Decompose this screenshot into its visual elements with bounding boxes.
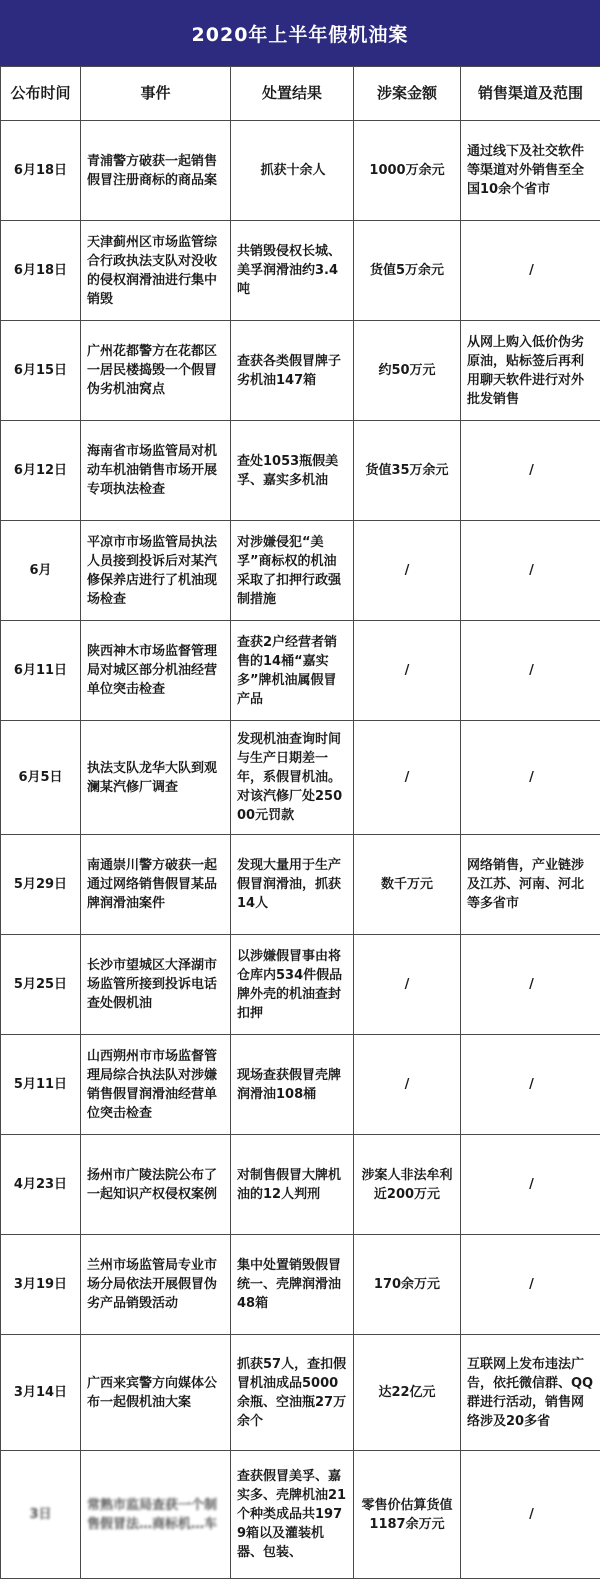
cell-amount: 货值5万余元	[354, 221, 461, 321]
cell-date: 6月18日	[1, 121, 81, 221]
cell-date: 5月11日	[1, 1035, 81, 1135]
table-row	[1, 421, 600, 521]
cell-amount: /	[354, 935, 461, 1035]
cell-channel: /	[461, 621, 600, 721]
cell-event: 海南省市场监管局对机动车机油销售市场开展专项执法检查	[81, 421, 231, 521]
cell-channel: /	[461, 1451, 600, 1579]
cell-date: 6月	[1, 521, 81, 621]
table-title: 2020年上半年假机油案	[0, 0, 600, 66]
table-row	[1, 121, 600, 221]
cell-channel: 通过线下及社交软件等渠道对外销售至全国10余个省市	[461, 121, 600, 221]
cell-amount: 涉案人非法牟利近200万元	[354, 1135, 461, 1235]
cell-amount: 达22亿元	[354, 1335, 461, 1451]
cell-channel: /	[461, 1135, 600, 1235]
table-row	[1, 1035, 600, 1135]
cell-event: 平凉市市场监管局执法人员接到投诉后对某汽修保养店进行了机油现场检查	[81, 521, 231, 621]
cell-event: 山西朔州市市场监督管理局综合执法队对涉嫌销售假冒润滑油经营单位突击检查	[81, 1035, 231, 1135]
cell-amount: 货值35万余元	[354, 421, 461, 521]
cell-event: 长沙市望城区大泽湖市场监管所接到投诉电话查处假机油	[81, 935, 231, 1035]
cell-date: 6月5日	[1, 721, 81, 835]
cell-channel: /	[461, 1235, 600, 1335]
table-row	[1, 1235, 600, 1335]
cell-result: 集中处置销毁假冒统一、壳牌润滑油48箱	[231, 1235, 354, 1335]
cell-date: 4月23日	[1, 1135, 81, 1235]
header-amount: 涉案金额	[354, 67, 461, 121]
cell-amount: /	[354, 721, 461, 835]
table-row	[1, 1135, 600, 1235]
cell-amount: 数千万元	[354, 835, 461, 935]
fake-oil-cases-table	[0, 66, 600, 1579]
cell-amount: 零售价估算货值1187余万元	[354, 1451, 461, 1579]
cell-amount: /	[354, 621, 461, 721]
cell-channel: /	[461, 721, 600, 835]
table-row	[1, 935, 600, 1035]
cell-result: 抓获57人，查扣假冒机油成品5000余瓶、空油瓶27万余个	[231, 1335, 354, 1451]
cell-date: 3月19日	[1, 1235, 81, 1335]
cell-result: 查获假冒美孚、嘉实多、壳牌机油21个种类成品共1979箱以及灌装机器、包装、	[231, 1451, 354, 1579]
cell-channel: 互联网上发布违法广告，依托微信群、QQ群进行活动，销售网络涉及20多省	[461, 1335, 600, 1451]
cell-result: 对制售假冒大牌机油的12人判刑	[231, 1135, 354, 1235]
cell-event: 天津蓟州区市场监管综合行政执法支队对没收的侵权润滑油进行集中销毁	[81, 221, 231, 321]
cell-event: 扬州市广陵法院公布了一起知识产权侵权案例	[81, 1135, 231, 1235]
cell-result: 发现机油查询时间与生产日期差一年，系假冒机油。对该汽修厂处25000元罚款	[231, 721, 354, 835]
cell-amount: /	[354, 1035, 461, 1135]
cell-channel: /	[461, 935, 600, 1035]
cell-date: 6月15日	[1, 321, 81, 421]
cell-result: 对涉嫌侵犯“美孚”商标权的机油采取了扣押行政强制措施	[231, 521, 354, 621]
cell-date: 5月25日	[1, 935, 81, 1035]
cell-amount: 约50万元	[354, 321, 461, 421]
table-row	[1, 1451, 600, 1579]
cell-date: 6月18日	[1, 221, 81, 321]
cell-date: 6月11日	[1, 621, 81, 721]
cell-date: 3日	[1, 1451, 81, 1579]
cell-result: 查处1053瓶假美孚、嘉实多机油	[231, 421, 354, 521]
cell-event: 兰州市场监管局专业市场分局依法开展假冒伪劣产品销毁活动	[81, 1235, 231, 1335]
cell-event: 执法支队龙华大队到观澜某汽修厂调查	[81, 721, 231, 835]
cell-result: 共销毁侵权长城、美孚润滑油约3.4吨	[231, 221, 354, 321]
cell-event: 广州花都警方在花都区一居民楼捣毁一个假冒伪劣机油窝点	[81, 321, 231, 421]
cell-result: 发现大量用于生产假冒润滑油，抓获14人	[231, 835, 354, 935]
cell-event: 常熟市监局查获一个制售假冒法…商标机…车	[81, 1451, 231, 1579]
header-event: 事件	[81, 67, 231, 121]
cell-channel: /	[461, 521, 600, 621]
header-row	[1, 67, 600, 121]
cell-event: 青浦警方破获一起销售假冒注册商标的商品案	[81, 121, 231, 221]
cell-result: 以涉嫌假冒事由将仓库内534件假品牌外壳的机油查封扣押	[231, 935, 354, 1035]
cell-result: 查获各类假冒牌子劣机油147箱	[231, 321, 354, 421]
header-channel: 销售渠道及范围	[461, 67, 600, 121]
table-row	[1, 1335, 600, 1451]
cell-date: 3月14日	[1, 1335, 81, 1451]
cell-result: 查获2户经营者销售的14桶“嘉实多”牌机油属假冒产品	[231, 621, 354, 721]
cell-result: 现场查获假冒壳牌润滑油108桶	[231, 1035, 354, 1135]
cell-channel: 从网上购入低价伪劣原油，贴标签后再利用聊天软件进行对外批发销售	[461, 321, 600, 421]
cell-event: 南通崇川警方破获一起通过网络销售假冒某品牌润滑油案件	[81, 835, 231, 935]
table-row	[1, 321, 600, 421]
cell-channel: 网络销售，产业链涉及江苏、河南、河北等多省市	[461, 835, 600, 935]
cell-event: 陕西神木市场监督管理局对城区部分机油经营单位突击检查	[81, 621, 231, 721]
header-result: 处置结果	[231, 67, 354, 121]
table-row	[1, 721, 600, 835]
cell-channel: /	[461, 221, 600, 321]
cell-amount: /	[354, 521, 461, 621]
table-row	[1, 621, 600, 721]
table-row	[1, 521, 600, 621]
cell-channel: /	[461, 421, 600, 521]
table-row	[1, 835, 600, 935]
cell-event: 广西来宾警方向媒体公布一起假机油大案	[81, 1335, 231, 1451]
table-row	[1, 221, 600, 321]
cell-amount: 170余万元	[354, 1235, 461, 1335]
cell-date: 5月29日	[1, 835, 81, 935]
cell-result: 抓获十余人	[231, 121, 354, 221]
header-date: 公布时间	[1, 67, 81, 121]
cell-date: 6月12日	[1, 421, 81, 521]
cell-channel: /	[461, 1035, 600, 1135]
cell-amount: 1000万余元	[354, 121, 461, 221]
